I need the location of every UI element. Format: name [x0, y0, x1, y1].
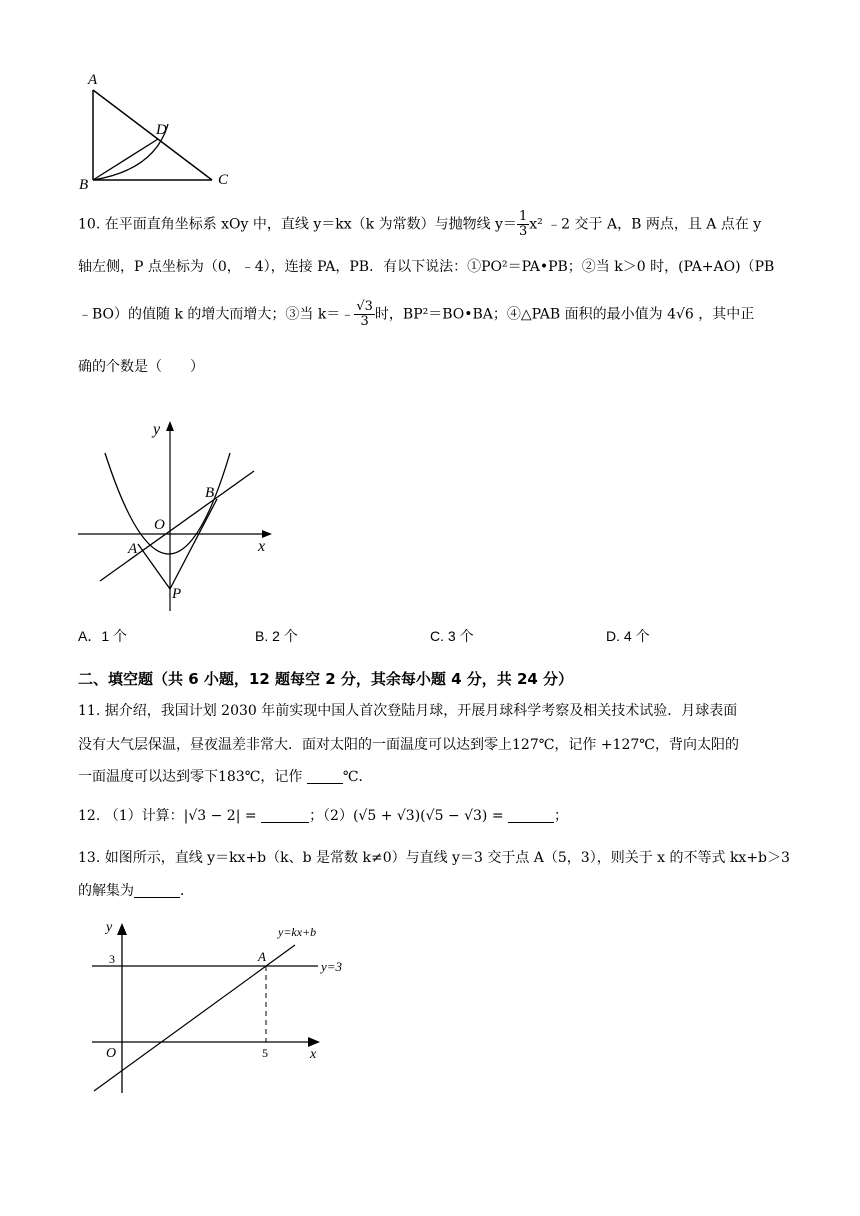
fraction-one-third: $\frac{1}{3}$ [518, 209, 528, 239]
option-a[interactable]: A．1 个 [78, 628, 128, 644]
q10-line1: 10. 在平面直角坐标系 xOy 中，直线 y＝kx（k 为常数）与抛物线 y＝ $\frac{1}{3}$ x² ﹣2 交于 A，B 两点，且 A 点在 y [78, 209, 762, 239]
point-b-label: B [205, 485, 215, 501]
label-c: C [218, 172, 229, 188]
tick-5-label: 5 [262, 1046, 268, 1060]
point-a-label: A [128, 541, 138, 557]
label-d: D [156, 122, 167, 138]
origin-label: O [154, 517, 165, 533]
answer-blank[interactable] [134, 883, 180, 898]
parabola-graph [70, 415, 280, 615]
answer-blank[interactable] [261, 808, 309, 823]
option-c[interactable]: C. 3 个 [430, 628, 474, 644]
answer-blank[interactable] [307, 769, 343, 784]
section2-title: 二、填空题（共 6 小题，12 题每空 2 分，其余每小题 4 分，共 24 分） [78, 670, 574, 688]
axis-y-label: y [106, 920, 113, 935]
q10-line3: ﹣BO）的值随 k 的增大而增大；③当 k＝﹣ $\frac{√3}{3}$ 时，BP²＝BO•BA；④△PAB 面积的最小值为 4√6 ，其中正 [78, 299, 755, 329]
origin-label: O [106, 1046, 117, 1061]
q11-line1: 11. 据介绍，我国计划 2030 年前实现中国人首次登陆月球，开展月球科学考察及相关技术试验．月球表面 [78, 703, 738, 719]
axis-x-label: x [310, 1047, 317, 1062]
line-y3-label: y=3 [321, 959, 343, 974]
q10-line2: 轴左侧，P 点坐标为（0，﹣4），连接 PA，PB．有以下说法：①PO²＝PA•PB；②当 k＞0 时，(PA+AO)（PB [78, 259, 775, 275]
label-a: A [88, 72, 98, 88]
point-a-label: A [258, 949, 266, 964]
option-b[interactable]: B. 2 个 [255, 628, 298, 644]
point-p-label: P [172, 586, 182, 602]
triangle-figure [70, 66, 250, 196]
option-d[interactable]: D. 4 个 [606, 628, 650, 644]
fraction-root3-over-3: $\frac{√3}{3}$ [356, 299, 373, 329]
tick-3-label: 3 [109, 952, 115, 966]
linear-graph [80, 915, 350, 1100]
label-b: B [79, 177, 89, 193]
line-equation-label: y=kx+b [278, 925, 317, 939]
q13-line1: 13. 如图所示，直线 y＝kx+b（k、b 是常数 k≠0）与直线 y＝3 交于点 A（5，3），则关于 x 的不等式 kx+b＞3 [78, 850, 790, 866]
q13-line2: 的解集为 ． [78, 883, 194, 899]
q11-line2: 没有大气层保温，昼夜温差非常大．面对太阳的一面温度可以达到零上127℃，记作 +127℃，背向太阳的 [78, 737, 739, 753]
q11-line3: 一面温度可以达到零下183℃，记作 ℃． [78, 769, 373, 785]
q10-line4: 确的个数是（ ） [78, 359, 204, 375]
axis-y-label: y [153, 421, 161, 438]
answer-blank[interactable] [508, 808, 554, 823]
q12-line: 12. （1）计算：|√3 − 2| = ；（2）(√5 + √3)(√5 − √3) = ； [78, 808, 569, 824]
axis-x-label: x [258, 538, 266, 555]
